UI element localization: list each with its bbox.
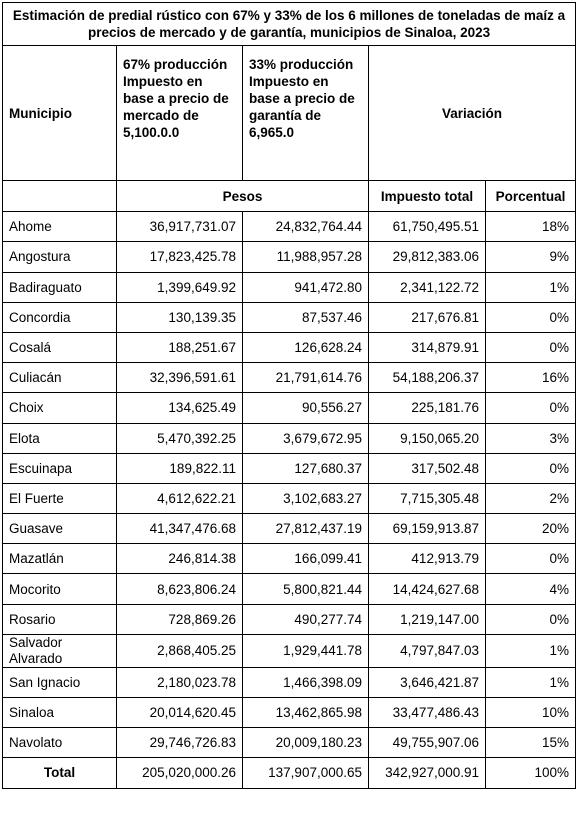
total-impuesto-cell: 342,927,000.91 <box>369 758 486 788</box>
value-67-cell: 728,869.26 <box>117 604 243 634</box>
header-variacion: Variación <box>369 46 576 181</box>
total-33-cell: 137,907,000.65 <box>243 758 369 788</box>
table-row <box>3 634 576 667</box>
impuesto-total-cell: 29,812,383.06 <box>369 242 486 272</box>
table-row <box>3 393 576 423</box>
table-row <box>3 272 576 302</box>
impuesto-total-cell: 225,181.76 <box>369 393 486 423</box>
table-row <box>3 242 576 272</box>
table-row <box>3 574 576 604</box>
impuesto-total-cell: 33,477,486.43 <box>369 698 486 728</box>
municipio-cell: Escuinapa <box>3 453 117 483</box>
municipio-cell: San Ignacio <box>3 667 117 697</box>
table-row <box>3 453 576 483</box>
municipio-cell: Angostura <box>3 242 117 272</box>
porcentual-cell: 16% <box>486 363 576 393</box>
total-67-cell: 205,020,000.26 <box>117 758 243 788</box>
subheader-empty <box>3 181 117 212</box>
impuesto-total-cell: 3,646,421.87 <box>369 667 486 697</box>
value-67-cell: 5,470,392.25 <box>117 423 243 453</box>
municipio-cell: Guasave <box>3 514 117 544</box>
table-row <box>3 604 576 634</box>
impuesto-total-cell: 412,913.79 <box>369 544 486 574</box>
value-67-cell: 41,347,476.68 <box>117 514 243 544</box>
value-33-cell: 941,472.80 <box>243 272 369 302</box>
predial-table <box>2 2 576 789</box>
table-row <box>3 212 576 242</box>
impuesto-total-cell: 2,341,122.72 <box>369 272 486 302</box>
municipio-cell: Badiraguato <box>3 272 117 302</box>
municipio-cell: Choix <box>3 393 117 423</box>
value-33-cell: 11,988,957.28 <box>243 242 369 272</box>
porcentual-cell: 1% <box>486 272 576 302</box>
porcentual-cell: 3% <box>486 423 576 453</box>
porcentual-cell: 20% <box>486 514 576 544</box>
value-33-cell: 21,791,614.76 <box>243 363 369 393</box>
porcentual-cell: 2% <box>486 483 576 513</box>
municipio-cell: Rosario <box>3 604 117 634</box>
municipio-cell: Mazatlán <box>3 544 117 574</box>
impuesto-total-cell: 61,750,495.51 <box>369 212 486 242</box>
impuesto-total-cell: 1,219,147.00 <box>369 604 486 634</box>
porcentual-cell: 1% <box>486 667 576 697</box>
porcentual-cell: 0% <box>486 302 576 332</box>
impuesto-total-cell: 314,879.91 <box>369 332 486 362</box>
table-row <box>3 667 576 697</box>
header-33-percent: 33% producción Impuesto en base a precio de garantía de 6,965.0 <box>243 46 369 181</box>
subheader-porcentual: Porcentual <box>486 181 576 212</box>
porcentual-cell: 0% <box>486 332 576 362</box>
municipio-cell: Mocorito <box>3 574 117 604</box>
table-row <box>3 423 576 453</box>
impuesto-total-cell: 14,424,627.68 <box>369 574 486 604</box>
impuesto-total-cell: 217,676.81 <box>369 302 486 332</box>
subheader-pesos: Pesos <box>117 181 369 212</box>
municipio-cell: Culiacán <box>3 363 117 393</box>
value-33-cell: 90,556.27 <box>243 393 369 423</box>
porcentual-cell: 15% <box>486 728 576 758</box>
value-67-cell: 2,868,405.25 <box>117 634 243 667</box>
porcentual-cell: 0% <box>486 393 576 423</box>
value-67-cell: 4,612,622.21 <box>117 483 243 513</box>
value-33-cell: 1,466,398.09 <box>243 667 369 697</box>
subheader-impuesto-total: Impuesto total <box>369 181 486 212</box>
value-67-cell: 1,399,649.92 <box>117 272 243 302</box>
value-33-cell: 24,832,764.44 <box>243 212 369 242</box>
porcentual-cell: 0% <box>486 604 576 634</box>
value-33-cell: 87,537.46 <box>243 302 369 332</box>
value-33-cell: 13,462,865.98 <box>243 698 369 728</box>
value-33-cell: 5,800,821.44 <box>243 574 369 604</box>
value-33-cell: 3,102,683.27 <box>243 483 369 513</box>
porcentual-cell: 10% <box>486 698 576 728</box>
value-33-cell: 27,812,437.19 <box>243 514 369 544</box>
municipio-cell: Navolato <box>3 728 117 758</box>
porcentual-cell: 18% <box>486 212 576 242</box>
value-33-cell: 126,628.24 <box>243 332 369 362</box>
value-67-cell: 189,822.11 <box>117 453 243 483</box>
value-33-cell: 490,277.74 <box>243 604 369 634</box>
porcentual-cell: 0% <box>486 453 576 483</box>
table-row <box>3 363 576 393</box>
municipio-cell: Ahome <box>3 212 117 242</box>
value-33-cell: 1,929,441.78 <box>243 634 369 667</box>
impuesto-total-cell: 49,755,907.06 <box>369 728 486 758</box>
table-row <box>3 514 576 544</box>
value-67-cell: 188,251.67 <box>117 332 243 362</box>
impuesto-total-cell: 9,150,065.20 <box>369 423 486 453</box>
table-row <box>3 483 576 513</box>
total-label: Total <box>3 758 117 788</box>
table-row <box>3 698 576 728</box>
table-row <box>3 544 576 574</box>
value-33-cell: 166,099.41 <box>243 544 369 574</box>
table-row <box>3 332 576 362</box>
porcentual-cell: 9% <box>486 242 576 272</box>
total-row <box>3 758 576 788</box>
value-67-cell: 20,014,620.45 <box>117 698 243 728</box>
value-67-cell: 8,623,806.24 <box>117 574 243 604</box>
value-67-cell: 36,917,731.07 <box>117 212 243 242</box>
table-row <box>3 728 576 758</box>
header-67-percent: 67% producción Impuesto en base a precio de mercado de 5,100.0.0 <box>117 46 243 181</box>
value-67-cell: 134,625.49 <box>117 393 243 423</box>
value-67-cell: 17,823,425.78 <box>117 242 243 272</box>
municipio-cell: Salvador Alvarado <box>3 634 117 667</box>
municipio-cell: Concordia <box>3 302 117 332</box>
value-33-cell: 3,679,672.95 <box>243 423 369 453</box>
municipio-cell: Sinaloa <box>3 698 117 728</box>
value-67-cell: 32,396,591.61 <box>117 363 243 393</box>
porcentual-cell: 1% <box>486 634 576 667</box>
total-porcentual-cell: 100% <box>486 758 576 788</box>
municipio-cell: Elota <box>3 423 117 453</box>
porcentual-cell: 4% <box>486 574 576 604</box>
value-67-cell: 130,139.35 <box>117 302 243 332</box>
municipio-cell: El Fuerte <box>3 483 117 513</box>
value-67-cell: 246,814.38 <box>117 544 243 574</box>
value-67-cell: 29,746,726.83 <box>117 728 243 758</box>
impuesto-total-cell: 54,188,206.37 <box>369 363 486 393</box>
impuesto-total-cell: 317,502.48 <box>369 453 486 483</box>
header-municipio: Municipio <box>3 46 117 181</box>
table-title: Estimación de predial rústico con 67% y 33% de los 6 millones de toneladas de maíz a precios de mercado y de garantía, municipios de Sinaloa, 2023 <box>3 3 576 46</box>
value-33-cell: 127,680.37 <box>243 453 369 483</box>
porcentual-cell: 0% <box>486 544 576 574</box>
municipio-cell: Cosalá <box>3 332 117 362</box>
impuesto-total-cell: 7,715,305.48 <box>369 483 486 513</box>
impuesto-total-cell: 4,797,847.03 <box>369 634 486 667</box>
value-33-cell: 20,009,180.23 <box>243 728 369 758</box>
impuesto-total-cell: 69,159,913.87 <box>369 514 486 544</box>
table-row <box>3 302 576 332</box>
value-67-cell: 2,180,023.78 <box>117 667 243 697</box>
